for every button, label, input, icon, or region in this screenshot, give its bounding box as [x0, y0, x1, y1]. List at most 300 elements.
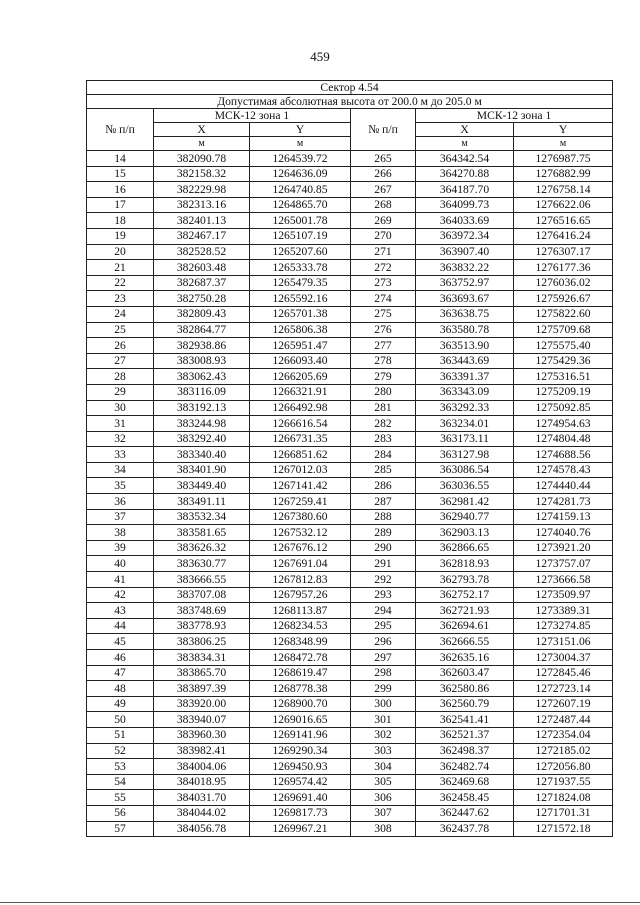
cell-num-left: 35 [87, 478, 154, 494]
cell-num-left: 15 [87, 166, 154, 182]
cell-num-right: 303 [351, 743, 416, 759]
unit-x-left: м [154, 137, 250, 151]
cell-num-right: 274 [351, 291, 416, 307]
y-header-left: Y [250, 123, 351, 137]
cell-x-right: 363907.40 [416, 244, 514, 260]
cell-x-left: 383920.00 [154, 696, 250, 712]
cell-y-right: 1274688.56 [514, 447, 613, 463]
cell-y-right: 1271937.55 [514, 774, 613, 790]
cell-x-right: 362560.79 [416, 696, 514, 712]
cell-x-right: 362903.13 [416, 525, 514, 541]
cell-num-left: 54 [87, 774, 154, 790]
cell-x-right: 363580.78 [416, 322, 514, 338]
cell-x-right: 363513.90 [416, 338, 514, 354]
cell-x-right: 362498.37 [416, 743, 514, 759]
cell-x-left: 383116.09 [154, 384, 250, 400]
table-row [87, 228, 613, 244]
cell-y-right: 1276307.17 [514, 244, 613, 260]
cell-num-left: 50 [87, 712, 154, 728]
cell-x-right: 362635.16 [416, 650, 514, 666]
cell-y-right: 1275429.36 [514, 353, 613, 369]
cell-x-left: 382687.37 [154, 275, 250, 291]
cell-num-left: 16 [87, 182, 154, 198]
cell-x-right: 362603.47 [416, 665, 514, 681]
cell-y-right: 1273389.31 [514, 603, 613, 619]
cell-y-left: 1268113.87 [250, 603, 351, 619]
cell-y-left: 1264740.85 [250, 182, 351, 198]
cell-num-left: 52 [87, 743, 154, 759]
cell-y-left: 1266616.54 [250, 416, 351, 432]
page-number: 459 [310, 49, 330, 64]
cell-num-left: 33 [87, 447, 154, 463]
cell-num-left: 36 [87, 494, 154, 510]
cell-x-right: 362458.45 [416, 790, 514, 806]
cell-y-left: 1265701.38 [250, 306, 351, 322]
cell-num-right: 297 [351, 650, 416, 666]
cell-x-left: 382809.43 [154, 306, 250, 322]
cell-num-left: 42 [87, 587, 154, 603]
table-row [87, 790, 613, 806]
cell-x-right: 364099.73 [416, 197, 514, 213]
cell-y-right: 1274159.13 [514, 509, 613, 525]
col-num-header-right: № п/п [351, 109, 416, 151]
cell-num-left: 51 [87, 727, 154, 743]
cell-x-left: 383940.07 [154, 712, 250, 728]
cell-y-right: 1273274.85 [514, 618, 613, 634]
sector-title: Сектор 4.54 [87, 81, 613, 95]
cell-y-right: 1276416.24 [514, 228, 613, 244]
cell-x-right: 363173.11 [416, 431, 514, 447]
cell-num-right: 300 [351, 696, 416, 712]
cell-num-right: 267 [351, 182, 416, 198]
bottom-divider [0, 902, 640, 903]
cell-y-left: 1269290.34 [250, 743, 351, 759]
table-row [87, 244, 613, 260]
cell-num-left: 14 [87, 151, 154, 167]
table-row [87, 462, 613, 478]
cell-y-left: 1264636.09 [250, 166, 351, 182]
cell-y-right: 1276987.75 [514, 151, 613, 167]
table-row [87, 603, 613, 619]
cell-y-left: 1265001.78 [250, 213, 351, 229]
cell-x-left: 384056.78 [154, 821, 250, 837]
table-row [87, 540, 613, 556]
table-body [87, 151, 613, 837]
x-header-left: X [154, 123, 250, 137]
cell-y-right: 1274040.76 [514, 525, 613, 541]
cell-num-left: 44 [87, 618, 154, 634]
cell-x-right: 362866.65 [416, 540, 514, 556]
cell-x-right: 363752.97 [416, 275, 514, 291]
cell-num-left: 39 [87, 540, 154, 556]
cell-y-left: 1264865.70 [250, 197, 351, 213]
cell-y-left: 1266492.98 [250, 400, 351, 416]
y-header-right: Y [514, 123, 613, 137]
cell-y-left: 1268778.38 [250, 681, 351, 697]
cell-num-right: 278 [351, 353, 416, 369]
cell-x-left: 383449.40 [154, 478, 250, 494]
cell-y-right: 1275575.40 [514, 338, 613, 354]
cell-num-right: 288 [351, 509, 416, 525]
cell-y-left: 1268900.70 [250, 696, 351, 712]
cell-x-left: 384004.06 [154, 759, 250, 775]
cell-y-right: 1274578.43 [514, 462, 613, 478]
cell-y-left: 1269967.21 [250, 821, 351, 837]
cell-y-right: 1276758.14 [514, 182, 613, 198]
cell-x-right: 363343.09 [416, 384, 514, 400]
cell-y-right: 1273757.07 [514, 556, 613, 572]
cell-x-right: 363127.98 [416, 447, 514, 463]
cell-x-left: 382229.98 [154, 182, 250, 198]
cell-y-left: 1267532.12 [250, 525, 351, 541]
cell-y-left: 1264539.72 [250, 151, 351, 167]
cell-num-left: 53 [87, 759, 154, 775]
table-row [87, 213, 613, 229]
cell-y-left: 1267380.60 [250, 509, 351, 525]
cell-y-right: 1276882.99 [514, 166, 613, 182]
table-row [87, 681, 613, 697]
table-row [87, 478, 613, 494]
cell-y-right: 1271824.08 [514, 790, 613, 806]
cell-num-left: 25 [87, 322, 154, 338]
table-row [87, 151, 613, 167]
cell-num-left: 34 [87, 462, 154, 478]
table-row [87, 260, 613, 276]
cell-num-right: 266 [351, 166, 416, 182]
cell-x-left: 382158.32 [154, 166, 250, 182]
table-row [87, 634, 613, 650]
cell-num-right: 280 [351, 384, 416, 400]
zone-header-right: МСК-12 зона 1 [416, 109, 613, 123]
cell-num-right: 291 [351, 556, 416, 572]
cell-x-left: 383532.34 [154, 509, 250, 525]
cell-num-right: 269 [351, 213, 416, 229]
cell-num-right: 293 [351, 587, 416, 603]
cell-y-right: 1272185.02 [514, 743, 613, 759]
cell-y-left: 1269016.65 [250, 712, 351, 728]
cell-x-left: 382467.17 [154, 228, 250, 244]
cell-y-right: 1271701.31 [514, 805, 613, 821]
table-row [87, 556, 613, 572]
cell-x-left: 384018.95 [154, 774, 250, 790]
table-row [87, 447, 613, 463]
cell-x-right: 362721.93 [416, 603, 514, 619]
cell-y-left: 1267259.41 [250, 494, 351, 510]
cell-x-right: 363391.37 [416, 369, 514, 385]
cell-y-right: 1276177.36 [514, 260, 613, 276]
cell-num-left: 29 [87, 384, 154, 400]
cell-num-right: 295 [351, 618, 416, 634]
table-header [87, 81, 613, 151]
cell-y-right: 1274281.73 [514, 494, 613, 510]
cell-x-right: 362482.74 [416, 759, 514, 775]
cell-y-left: 1265806.38 [250, 322, 351, 338]
cell-y-left: 1267812.83 [250, 572, 351, 588]
cell-num-right: 294 [351, 603, 416, 619]
cell-num-right: 306 [351, 790, 416, 806]
table-row [87, 338, 613, 354]
cell-num-left: 57 [87, 821, 154, 837]
cell-y-left: 1268348.99 [250, 634, 351, 650]
cell-num-left: 49 [87, 696, 154, 712]
cell-num-right: 272 [351, 260, 416, 276]
cell-x-left: 383982.41 [154, 743, 250, 759]
cell-num-right: 283 [351, 431, 416, 447]
cell-y-right: 1275092.85 [514, 400, 613, 416]
table-row [87, 369, 613, 385]
cell-num-right: 271 [351, 244, 416, 260]
cell-x-left: 383008.93 [154, 353, 250, 369]
cell-y-left: 1266093.40 [250, 353, 351, 369]
cell-x-right: 363693.67 [416, 291, 514, 307]
cell-y-left: 1268234.53 [250, 618, 351, 634]
cell-x-left: 383401.90 [154, 462, 250, 478]
cell-num-left: 40 [87, 556, 154, 572]
cell-y-left: 1265333.78 [250, 260, 351, 276]
cell-num-left: 21 [87, 260, 154, 276]
cell-x-left: 383806.25 [154, 634, 250, 650]
table-row [87, 696, 613, 712]
cell-num-right: 284 [351, 447, 416, 463]
cell-num-right: 290 [351, 540, 416, 556]
cell-x-right: 362521.37 [416, 727, 514, 743]
cell-y-left: 1265592.16 [250, 291, 351, 307]
table-row [87, 291, 613, 307]
cell-num-right: 285 [351, 462, 416, 478]
cell-num-right: 273 [351, 275, 416, 291]
cell-x-left: 382090.78 [154, 151, 250, 167]
cell-y-right: 1272056.80 [514, 759, 613, 775]
table-row [87, 431, 613, 447]
table-row [87, 805, 613, 821]
cell-y-right: 1276516.65 [514, 213, 613, 229]
table-row [87, 197, 613, 213]
coordinates-table-wrapper [86, 80, 613, 837]
cell-num-right: 307 [351, 805, 416, 821]
table-row [87, 618, 613, 634]
cell-x-right: 363972.34 [416, 228, 514, 244]
table-row [87, 166, 613, 182]
cell-num-left: 47 [87, 665, 154, 681]
x-header-right: X [416, 123, 514, 137]
cell-y-left: 1267012.03 [250, 462, 351, 478]
cell-y-left: 1266731.35 [250, 431, 351, 447]
cell-num-right: 289 [351, 525, 416, 541]
cell-x-left: 382864.77 [154, 322, 250, 338]
cell-x-right: 364270.88 [416, 166, 514, 182]
cell-y-right: 1275926.67 [514, 291, 613, 307]
cell-num-left: 18 [87, 213, 154, 229]
table-row [87, 275, 613, 291]
cell-y-right: 1273509.97 [514, 587, 613, 603]
cell-num-right: 282 [351, 416, 416, 432]
table-row [87, 759, 613, 775]
cell-x-left: 383960.30 [154, 727, 250, 743]
cell-x-left: 383666.55 [154, 572, 250, 588]
cell-y-left: 1269450.93 [250, 759, 351, 775]
cell-y-right: 1272487.44 [514, 712, 613, 728]
cell-num-left: 32 [87, 431, 154, 447]
cell-x-left: 382528.52 [154, 244, 250, 260]
cell-y-left: 1266851.62 [250, 447, 351, 463]
table-row [87, 712, 613, 728]
table-row [87, 587, 613, 603]
cell-num-right: 281 [351, 400, 416, 416]
cell-num-left: 43 [87, 603, 154, 619]
cell-y-left: 1269691.40 [250, 790, 351, 806]
table-row [87, 727, 613, 743]
cell-num-left: 23 [87, 291, 154, 307]
table-row [87, 182, 613, 198]
cell-x-right: 362793.78 [416, 572, 514, 588]
cell-y-left: 1266205.69 [250, 369, 351, 385]
cell-num-right: 299 [351, 681, 416, 697]
cell-y-right: 1272607.19 [514, 696, 613, 712]
cell-x-left: 383865.70 [154, 665, 250, 681]
cell-x-left: 382938.86 [154, 338, 250, 354]
table-row [87, 384, 613, 400]
cell-x-left: 383292.40 [154, 431, 250, 447]
cell-num-left: 30 [87, 400, 154, 416]
cell-num-left: 37 [87, 509, 154, 525]
cell-x-right: 362580.86 [416, 681, 514, 697]
cell-x-left: 383244.98 [154, 416, 250, 432]
cell-x-left: 383192.13 [154, 400, 250, 416]
cell-x-left: 383340.40 [154, 447, 250, 463]
cell-num-right: 296 [351, 634, 416, 650]
cell-x-left: 383626.32 [154, 540, 250, 556]
cell-y-left: 1267691.04 [250, 556, 351, 572]
height-range: Допустимая абсолютная высота от 200.0 м до 205.0 м [87, 95, 613, 109]
cell-y-left: 1269817.73 [250, 805, 351, 821]
table-row [87, 306, 613, 322]
cell-x-left: 383707.08 [154, 587, 250, 603]
cell-num-left: 19 [87, 228, 154, 244]
cell-y-right: 1275209.19 [514, 384, 613, 400]
cell-num-left: 31 [87, 416, 154, 432]
table-row [87, 416, 613, 432]
cell-num-right: 298 [351, 665, 416, 681]
cell-y-left: 1269574.42 [250, 774, 351, 790]
cell-num-left: 17 [87, 197, 154, 213]
cell-x-left: 382750.28 [154, 291, 250, 307]
cell-y-right: 1275822.60 [514, 306, 613, 322]
cell-y-right: 1274954.63 [514, 416, 613, 432]
cell-y-right: 1276622.06 [514, 197, 613, 213]
cell-x-left: 383630.77 [154, 556, 250, 572]
cell-x-right: 362447.62 [416, 805, 514, 821]
table-row [87, 494, 613, 510]
cell-y-right: 1276036.02 [514, 275, 613, 291]
cell-num-left: 46 [87, 650, 154, 666]
cell-x-right: 362752.17 [416, 587, 514, 603]
cell-y-right: 1272723.14 [514, 681, 613, 697]
unit-y-right: м [514, 137, 613, 151]
cell-y-right: 1275709.68 [514, 322, 613, 338]
cell-x-left: 383748.69 [154, 603, 250, 619]
cell-y-right: 1273151.06 [514, 634, 613, 650]
table-row [87, 322, 613, 338]
cell-x-right: 362666.55 [416, 634, 514, 650]
cell-x-right: 363638.75 [416, 306, 514, 322]
cell-x-right: 364187.70 [416, 182, 514, 198]
cell-x-right: 363832.22 [416, 260, 514, 276]
cell-y-left: 1265479.35 [250, 275, 351, 291]
cell-x-right: 362818.93 [416, 556, 514, 572]
table-row [87, 774, 613, 790]
cell-x-left: 383834.31 [154, 650, 250, 666]
cell-y-right: 1271572.18 [514, 821, 613, 837]
unit-y-left: м [250, 137, 351, 151]
cell-y-right: 1273666.58 [514, 572, 613, 588]
cell-x-right: 362940.77 [416, 509, 514, 525]
cell-x-left: 382603.48 [154, 260, 250, 276]
cell-num-right: 292 [351, 572, 416, 588]
cell-x-right: 362437.78 [416, 821, 514, 837]
cell-y-left: 1267141.42 [250, 478, 351, 494]
table-row [87, 572, 613, 588]
cell-y-left: 1265107.19 [250, 228, 351, 244]
cell-num-right: 268 [351, 197, 416, 213]
cell-num-left: 20 [87, 244, 154, 260]
cell-y-right: 1273921.20 [514, 540, 613, 556]
cell-x-right: 364033.69 [416, 213, 514, 229]
table-row [87, 509, 613, 525]
cell-num-right: 265 [351, 151, 416, 167]
cell-y-left: 1265951.47 [250, 338, 351, 354]
cell-x-left: 383062.43 [154, 369, 250, 385]
cell-x-left: 384031.70 [154, 790, 250, 806]
cell-num-left: 48 [87, 681, 154, 697]
table-row [87, 821, 613, 837]
coordinates-table [86, 80, 613, 837]
col-num-header-left: № п/п [87, 109, 154, 151]
zone-header-left: МСК-12 зона 1 [154, 109, 351, 123]
table-row [87, 525, 613, 541]
cell-y-left: 1265207.60 [250, 244, 351, 260]
cell-y-left: 1269141.96 [250, 727, 351, 743]
cell-y-left: 1267676.12 [250, 540, 351, 556]
table-row [87, 353, 613, 369]
cell-num-left: 24 [87, 306, 154, 322]
unit-x-right: м [416, 137, 514, 151]
cell-x-left: 383491.11 [154, 494, 250, 510]
table-row [87, 400, 613, 416]
cell-x-left: 383897.39 [154, 681, 250, 697]
cell-num-right: 270 [351, 228, 416, 244]
cell-num-right: 302 [351, 727, 416, 743]
cell-x-left: 383581.65 [154, 525, 250, 541]
cell-y-right: 1272354.04 [514, 727, 613, 743]
cell-x-right: 363443.69 [416, 353, 514, 369]
cell-num-right: 305 [351, 774, 416, 790]
cell-num-left: 27 [87, 353, 154, 369]
cell-y-left: 1268472.78 [250, 650, 351, 666]
cell-x-left: 382401.13 [154, 213, 250, 229]
cell-y-right: 1275316.51 [514, 369, 613, 385]
cell-x-right: 362694.61 [416, 618, 514, 634]
cell-num-right: 301 [351, 712, 416, 728]
cell-num-left: 38 [87, 525, 154, 541]
cell-y-right: 1274440.44 [514, 478, 613, 494]
cell-num-left: 56 [87, 805, 154, 821]
cell-x-right: 364342.54 [416, 151, 514, 167]
table-row [87, 665, 613, 681]
table-row [87, 743, 613, 759]
cell-num-left: 26 [87, 338, 154, 354]
cell-num-right: 286 [351, 478, 416, 494]
cell-y-left: 1266321.91 [250, 384, 351, 400]
